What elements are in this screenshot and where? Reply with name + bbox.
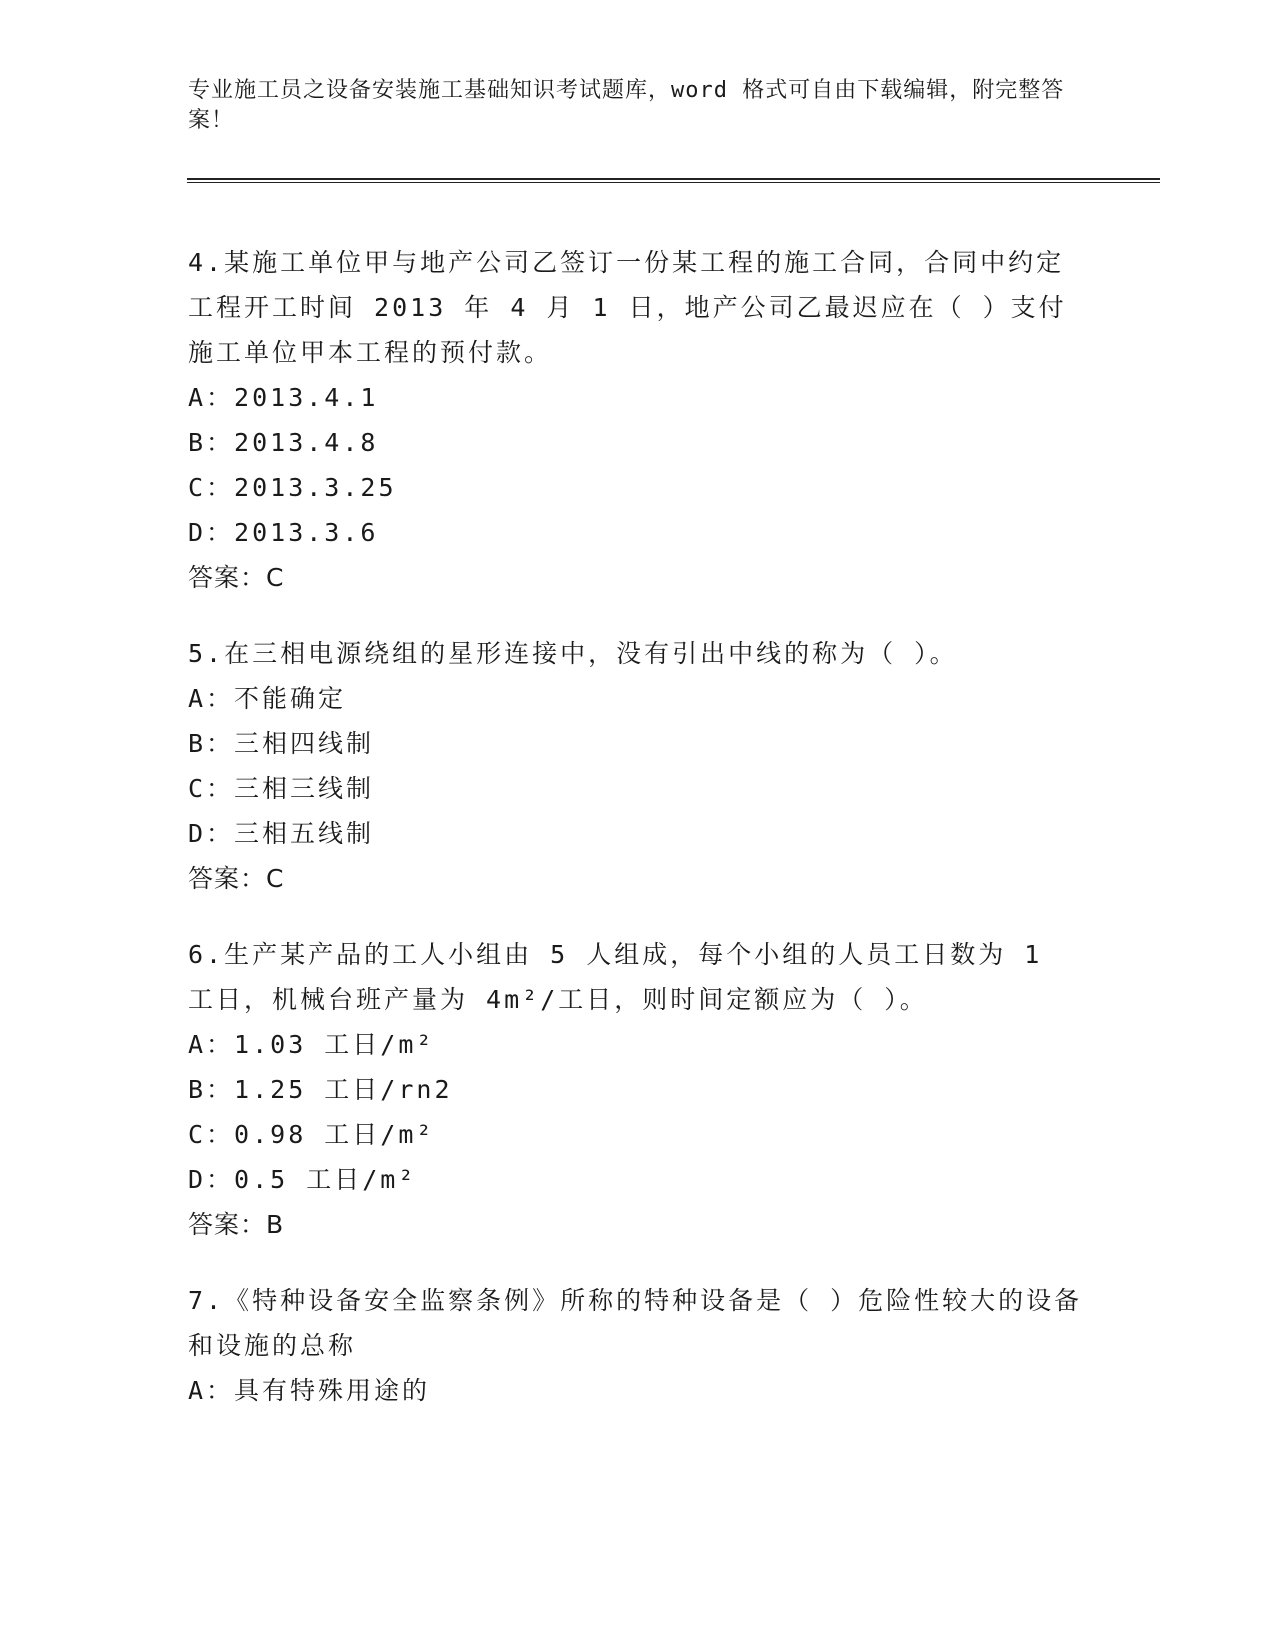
- question-4: [188, 240, 1088, 601]
- option-b: B：三相四线制: [188, 729, 375, 758]
- option-d: D：2013.3.6: [188, 518, 379, 547]
- option-a: A：不能确定: [188, 684, 347, 713]
- option-d: D：0.5 工日/m²: [188, 1165, 417, 1194]
- question-stem: 6.生产某产品的工人小组由 5 人组成，每个小组的人员工日数为 1 工日，机械台班产量为 4m²/工日，则时间定额应为（ ）。: [188, 940, 1043, 1014]
- option-a: A：2013.4.1: [188, 383, 379, 412]
- option-c: C：2013.3.25: [188, 473, 397, 502]
- option-b: B：1.25 工日/rn2: [188, 1075, 453, 1104]
- option-b: B：2013.4.8: [188, 428, 379, 457]
- option-a: A：具有特殊用途的: [188, 1376, 431, 1405]
- question-stem: 4.某施工单位甲与地产公司乙签订一份某工程的施工合同，合同中约定工程开工时间 2013 年 4 月 1 日，地产公司乙最迟应在（ ）支付施工单位甲本工程的预付款。: [188, 248, 1067, 367]
- header-divider-thick: [187, 178, 1160, 180]
- option-c: C：0.98 工日/m²: [188, 1120, 435, 1149]
- option-c: C：三相三线制: [188, 774, 375, 803]
- question-5: [188, 631, 1088, 902]
- question-stem: 7.《特种设备安全监察条例》所称的特种设备是（ ）危险性较大的设备和设施的总称: [188, 1286, 1083, 1360]
- answer-line: 答案：B: [188, 1210, 285, 1239]
- answer-line: 答案：C: [188, 864, 285, 893]
- header-note: 专业施工员之设备安装施工基础知识考试题库，word 格式可自由下载编辑，附完整答案！: [188, 78, 1065, 133]
- question-stem: 5.在三相电源绕组的星形连接中，没有引出中线的称为（ ）。: [188, 639, 958, 668]
- question-6: [188, 932, 1088, 1248]
- question-7: [188, 1278, 1088, 1413]
- header-divider-thin: [187, 182, 1160, 183]
- option-d: D：三相五线制: [188, 819, 375, 848]
- answer-line: 答案：C: [188, 563, 285, 592]
- question-list: [188, 240, 1088, 1443]
- option-a: A：1.03 工日/m²: [188, 1030, 435, 1059]
